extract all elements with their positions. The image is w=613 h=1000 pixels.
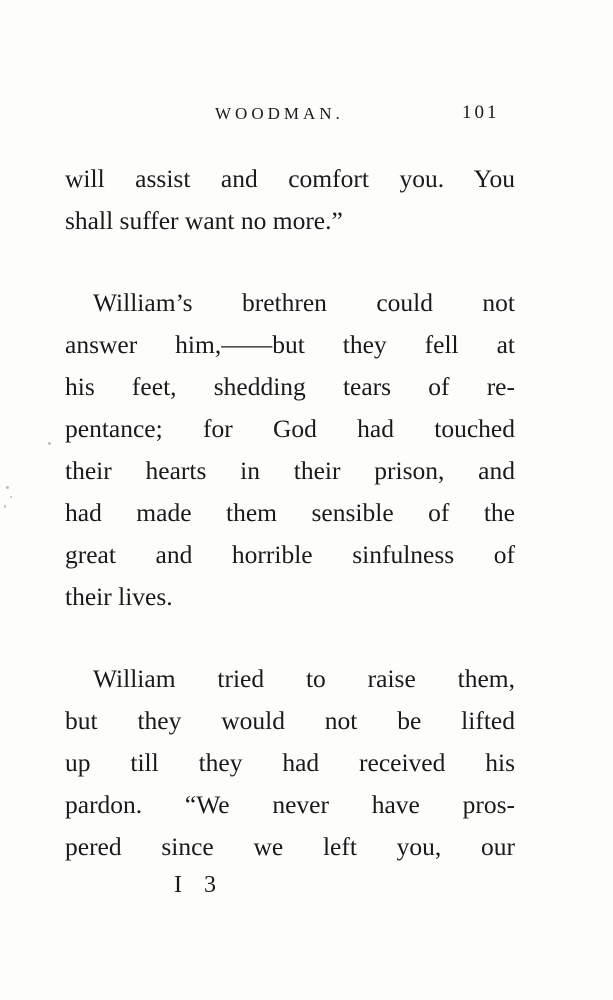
text-line: pered since we left you, our [65, 832, 515, 861]
running-title: WOODMAN. [215, 104, 344, 123]
text-line: their hearts in their prison, and [65, 456, 515, 485]
text-line: William tried to raise them, [93, 664, 515, 693]
text-line: will assist and comfort you. You [65, 164, 515, 193]
text-line: up till they had received his [65, 748, 515, 777]
page-number: 101 [462, 102, 500, 123]
paper-speck [6, 486, 9, 489]
text-line: William’s brethren could not [93, 288, 515, 317]
paper-speck [10, 496, 12, 498]
running-head [0, 104, 613, 134]
body-text [65, 158, 515, 868]
text-line: pentance; for God had touched [65, 414, 515, 443]
paragraph-gap [65, 242, 515, 282]
text-line: had made them sensible of the [65, 498, 515, 527]
text-line: great and horrible sinfulness of [65, 540, 515, 569]
signature-mark: I 3 [174, 872, 224, 898]
text-line: pardon. “We never have pros- [65, 790, 515, 819]
text-line: shall suffer want no more.” [65, 206, 343, 235]
text-line: their lives. [65, 582, 173, 611]
paragraph-gap [65, 618, 515, 658]
paper-speck [48, 442, 51, 445]
text-line: but they would not be lifted [65, 706, 515, 735]
paper-speck [4, 505, 6, 508]
text-line: answer him,——but they fell at [65, 330, 515, 359]
text-line: his feet, shedding tears of re- [65, 372, 515, 401]
